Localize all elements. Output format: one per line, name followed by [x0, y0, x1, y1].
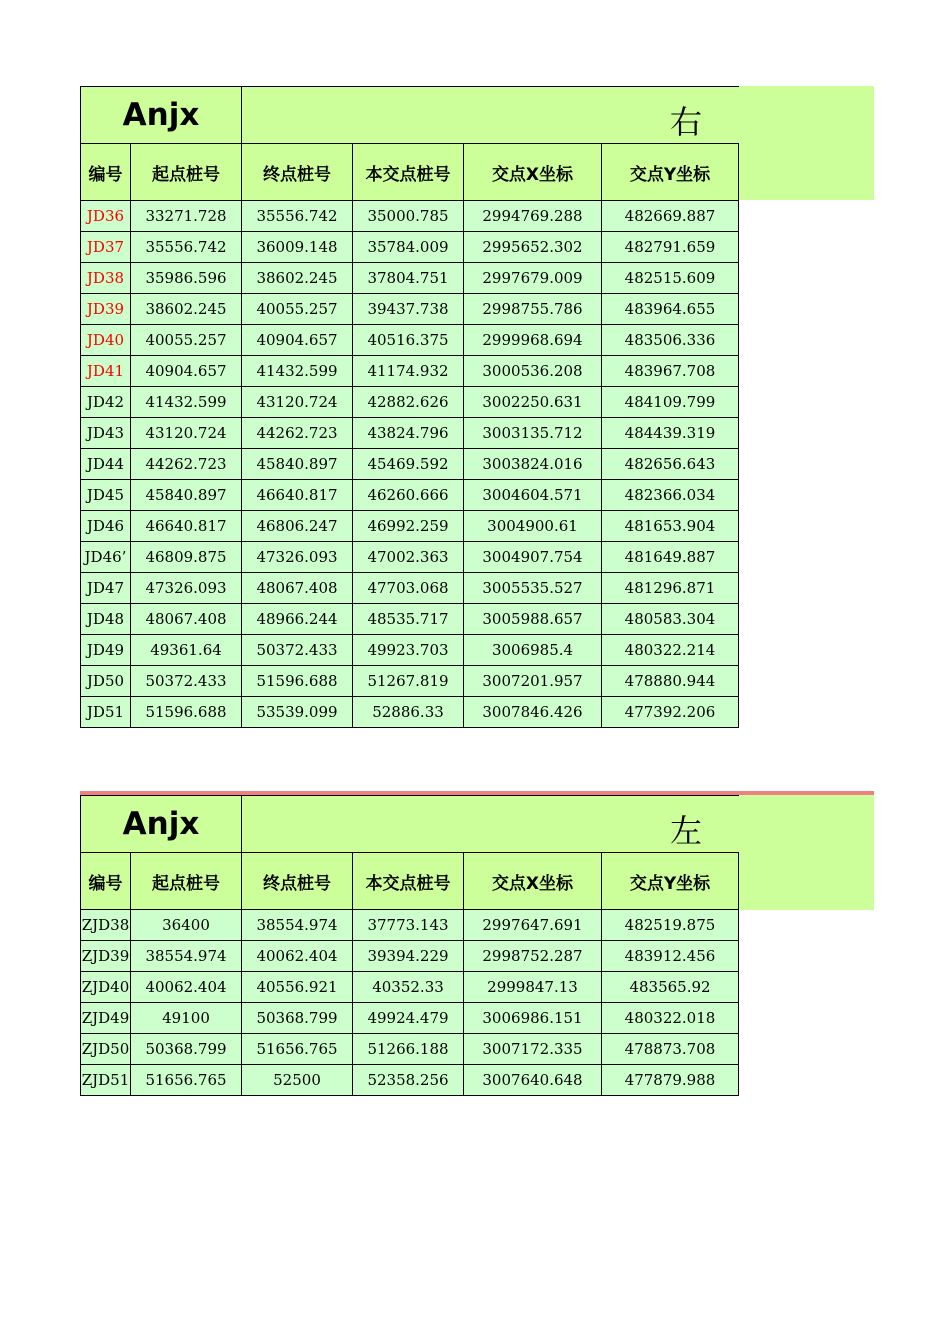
cell-x-coordinate: 3007846.426	[464, 697, 602, 728]
cell-id: ZJD49	[81, 1003, 131, 1034]
cell-intersection-station: 51267.819	[353, 666, 464, 697]
cell-start-station: 50368.799	[131, 1034, 242, 1065]
table-row	[81, 635, 739, 666]
cell-end-station: 35556.742	[242, 201, 353, 232]
cell-y-coordinate: 484439.319	[602, 418, 739, 449]
table-row	[81, 418, 739, 449]
header-y-coordinate: 交点Y坐标	[602, 853, 739, 910]
cell-x-coordinate: 2999847.13	[464, 972, 602, 1003]
cell-y-coordinate: 483565.92	[602, 972, 739, 1003]
table-side-title-cell	[242, 796, 739, 853]
table-app-title: Anjx	[122, 97, 200, 133]
cell-y-coordinate: 483967.708	[602, 356, 739, 387]
cell-y-coordinate: 483964.655	[602, 294, 739, 325]
right-curve-table-block	[80, 86, 739, 728]
cell-y-coordinate: 477879.988	[602, 1065, 739, 1096]
cell-intersection-station: 40352.33	[353, 972, 464, 1003]
cell-start-station: 35556.742	[131, 232, 242, 263]
header-id: 编号	[81, 144, 131, 201]
cell-start-station: 35986.596	[131, 263, 242, 294]
cell-end-station: 38602.245	[242, 263, 353, 294]
cell-x-coordinate: 3006986.151	[464, 1003, 602, 1034]
table-row	[81, 941, 739, 972]
cell-end-station: 40055.257	[242, 294, 353, 325]
cell-end-station: 53539.099	[242, 697, 353, 728]
left-table-title-band	[736, 795, 874, 910]
cell-x-coordinate: 3007640.648	[464, 1065, 602, 1096]
right-curve-table	[80, 86, 739, 728]
cell-start-station: 44262.723	[131, 449, 242, 480]
cell-x-coordinate: 2998755.786	[464, 294, 602, 325]
table-row	[81, 1003, 739, 1034]
cell-id: JD40	[81, 325, 131, 356]
header-x-coordinate: 交点X坐标	[464, 144, 602, 201]
cell-y-coordinate: 483912.456	[602, 941, 739, 972]
table-row	[81, 542, 739, 573]
cell-y-coordinate: 481649.887	[602, 542, 739, 573]
table-app-title: Anjx	[122, 806, 200, 842]
table-row	[81, 910, 739, 941]
cell-end-station: 50368.799	[242, 1003, 353, 1034]
cell-id: JD41	[81, 356, 131, 387]
cell-id: JD46	[81, 511, 131, 542]
cell-id: JD39	[81, 294, 131, 325]
header-x-coordinate: 交点X坐标	[464, 853, 602, 910]
cell-intersection-station: 52358.256	[353, 1065, 464, 1096]
cell-start-station: 48067.408	[131, 604, 242, 635]
cell-y-coordinate: 477392.206	[602, 697, 739, 728]
cell-start-station: 50372.433	[131, 666, 242, 697]
cell-intersection-station: 37804.751	[353, 263, 464, 294]
cell-end-station: 40556.921	[242, 972, 353, 1003]
cell-x-coordinate: 3004900.61	[464, 511, 602, 542]
cell-x-coordinate: 2997647.691	[464, 910, 602, 941]
cell-x-coordinate: 2997679.009	[464, 263, 602, 294]
table-row	[81, 263, 739, 294]
left-curve-table	[80, 795, 739, 1096]
cell-y-coordinate: 481653.904	[602, 511, 739, 542]
cell-intersection-station: 52886.33	[353, 697, 464, 728]
cell-id: JD43	[81, 418, 131, 449]
cell-intersection-station: 48535.717	[353, 604, 464, 635]
table-header-row	[81, 144, 739, 201]
cell-start-station: 40055.257	[131, 325, 242, 356]
cell-x-coordinate: 3004907.754	[464, 542, 602, 573]
table-row	[81, 573, 739, 604]
cell-y-coordinate: 478880.944	[602, 666, 739, 697]
cell-start-station: 41432.599	[131, 387, 242, 418]
cell-x-coordinate: 2999968.694	[464, 325, 602, 356]
table-row	[81, 201, 739, 232]
cell-intersection-station: 35784.009	[353, 232, 464, 263]
table-row	[81, 1065, 739, 1096]
cell-end-station: 51656.765	[242, 1034, 353, 1065]
cell-intersection-station: 47002.363	[353, 542, 464, 573]
cell-end-station: 38554.974	[242, 910, 353, 941]
header-start-station: 起点桩号	[131, 853, 242, 910]
cell-id: JD38	[81, 263, 131, 294]
cell-start-station: 47326.093	[131, 573, 242, 604]
table-header-row	[81, 853, 739, 910]
cell-id: ZJD51	[81, 1065, 131, 1096]
cell-id: ZJD40	[81, 972, 131, 1003]
cell-end-station: 45840.897	[242, 449, 353, 480]
cell-id: JD42	[81, 387, 131, 418]
cell-start-station: 51596.688	[131, 697, 242, 728]
cell-id: ZJD39	[81, 941, 131, 972]
table-row	[81, 697, 739, 728]
right-table-title-band	[736, 86, 874, 200]
cell-end-station: 48966.244	[242, 604, 353, 635]
cell-y-coordinate: 482791.659	[602, 232, 739, 263]
cell-start-station: 46809.875	[131, 542, 242, 573]
table-row	[81, 449, 739, 480]
cell-id: JD44	[81, 449, 131, 480]
cell-intersection-station: 46260.666	[353, 480, 464, 511]
cell-x-coordinate: 3006985.4	[464, 635, 602, 666]
table-row	[81, 511, 739, 542]
cell-id: JD47	[81, 573, 131, 604]
cell-intersection-station: 51266.188	[353, 1034, 464, 1065]
table-side-title-cell	[242, 87, 739, 144]
cell-x-coordinate: 3007201.957	[464, 666, 602, 697]
table-row	[81, 666, 739, 697]
cell-y-coordinate: 482656.643	[602, 449, 739, 480]
cell-end-station: 40062.404	[242, 941, 353, 972]
cell-x-coordinate: 2994769.288	[464, 201, 602, 232]
cell-id: JD51	[81, 697, 131, 728]
cell-y-coordinate: 484109.799	[602, 387, 739, 418]
cell-intersection-station: 42882.626	[353, 387, 464, 418]
cell-x-coordinate: 3004604.571	[464, 480, 602, 511]
cell-x-coordinate: 3003824.016	[464, 449, 602, 480]
cell-start-station: 38602.245	[131, 294, 242, 325]
cell-end-station: 40904.657	[242, 325, 353, 356]
cell-start-station: 45840.897	[131, 480, 242, 511]
cell-x-coordinate: 2998752.287	[464, 941, 602, 972]
cell-end-station: 48067.408	[242, 573, 353, 604]
cell-x-coordinate: 3003135.712	[464, 418, 602, 449]
cell-end-station: 52500	[242, 1065, 353, 1096]
cell-end-station: 44262.723	[242, 418, 353, 449]
cell-x-coordinate: 3005535.527	[464, 573, 602, 604]
cell-intersection-station: 43824.796	[353, 418, 464, 449]
cell-id: JD50	[81, 666, 131, 697]
header-y-coordinate: 交点Y坐标	[602, 144, 739, 201]
cell-intersection-station: 45469.592	[353, 449, 464, 480]
table-row	[81, 604, 739, 635]
cell-start-station: 40062.404	[131, 972, 242, 1003]
cell-intersection-station: 39394.229	[353, 941, 464, 972]
table-app-title-cell	[81, 796, 242, 853]
cell-y-coordinate: 478873.708	[602, 1034, 739, 1065]
cell-start-station: 46640.817	[131, 511, 242, 542]
cell-end-station: 51596.688	[242, 666, 353, 697]
cell-id: JD48	[81, 604, 131, 635]
cell-intersection-station: 49923.703	[353, 635, 464, 666]
header-start-station: 起点桩号	[131, 144, 242, 201]
cell-intersection-station: 49924.479	[353, 1003, 464, 1034]
cell-start-station: 51656.765	[131, 1065, 242, 1096]
cell-start-station: 38554.974	[131, 941, 242, 972]
cell-id: JD46’	[81, 542, 131, 573]
cell-end-station: 50372.433	[242, 635, 353, 666]
cell-end-station: 46640.817	[242, 480, 353, 511]
cell-y-coordinate: 482669.887	[602, 201, 739, 232]
cell-start-station: 33271.728	[131, 201, 242, 232]
cell-intersection-station: 40516.375	[353, 325, 464, 356]
table-side-title: 右	[670, 103, 703, 141]
cell-id: JD37	[81, 232, 131, 263]
cell-y-coordinate: 480583.304	[602, 604, 739, 635]
cell-intersection-station: 47703.068	[353, 573, 464, 604]
cell-end-station: 47326.093	[242, 542, 353, 573]
table-app-title-cell	[81, 87, 242, 144]
cell-id: JD36	[81, 201, 131, 232]
header-intersection-station: 本交点桩号	[353, 853, 464, 910]
cell-x-coordinate: 3002250.631	[464, 387, 602, 418]
cell-intersection-station: 35000.785	[353, 201, 464, 232]
cell-y-coordinate: 483506.336	[602, 325, 739, 356]
cell-y-coordinate: 482519.875	[602, 910, 739, 941]
header-intersection-station: 本交点桩号	[353, 144, 464, 201]
cell-y-coordinate: 482515.609	[602, 263, 739, 294]
cell-end-station: 41432.599	[242, 356, 353, 387]
cell-intersection-station: 37773.143	[353, 910, 464, 941]
cell-y-coordinate: 480322.214	[602, 635, 739, 666]
header-end-station: 终点桩号	[242, 144, 353, 201]
cell-x-coordinate: 3005988.657	[464, 604, 602, 635]
cell-intersection-station: 41174.932	[353, 356, 464, 387]
cell-id: JD49	[81, 635, 131, 666]
cell-id: ZJD50	[81, 1034, 131, 1065]
cell-x-coordinate: 3000536.208	[464, 356, 602, 387]
table-row	[81, 480, 739, 511]
cell-x-coordinate: 2995652.302	[464, 232, 602, 263]
cell-start-station: 49361.64	[131, 635, 242, 666]
left-curve-table-block	[80, 795, 739, 1096]
table-row	[81, 387, 739, 418]
cell-y-coordinate: 481296.871	[602, 573, 739, 604]
header-id: 编号	[81, 853, 131, 910]
cell-start-station: 43120.724	[131, 418, 242, 449]
cell-y-coordinate: 482366.034	[602, 480, 739, 511]
table-row	[81, 356, 739, 387]
cell-end-station: 46806.247	[242, 511, 353, 542]
table-row	[81, 1034, 739, 1065]
cell-start-station: 40904.657	[131, 356, 242, 387]
cell-start-station: 36400	[131, 910, 242, 941]
header-end-station: 终点桩号	[242, 853, 353, 910]
table-row	[81, 972, 739, 1003]
cell-x-coordinate: 3007172.335	[464, 1034, 602, 1065]
cell-end-station: 43120.724	[242, 387, 353, 418]
table-row	[81, 232, 739, 263]
cell-start-station: 49100	[131, 1003, 242, 1034]
cell-intersection-station: 46992.259	[353, 511, 464, 542]
cell-id: ZJD38	[81, 910, 131, 941]
table-row	[81, 325, 739, 356]
cell-id: JD45	[81, 480, 131, 511]
cell-intersection-station: 39437.738	[353, 294, 464, 325]
table-row	[81, 294, 739, 325]
cell-end-station: 36009.148	[242, 232, 353, 263]
table-side-title: 左	[670, 812, 703, 850]
cell-y-coordinate: 480322.018	[602, 1003, 739, 1034]
